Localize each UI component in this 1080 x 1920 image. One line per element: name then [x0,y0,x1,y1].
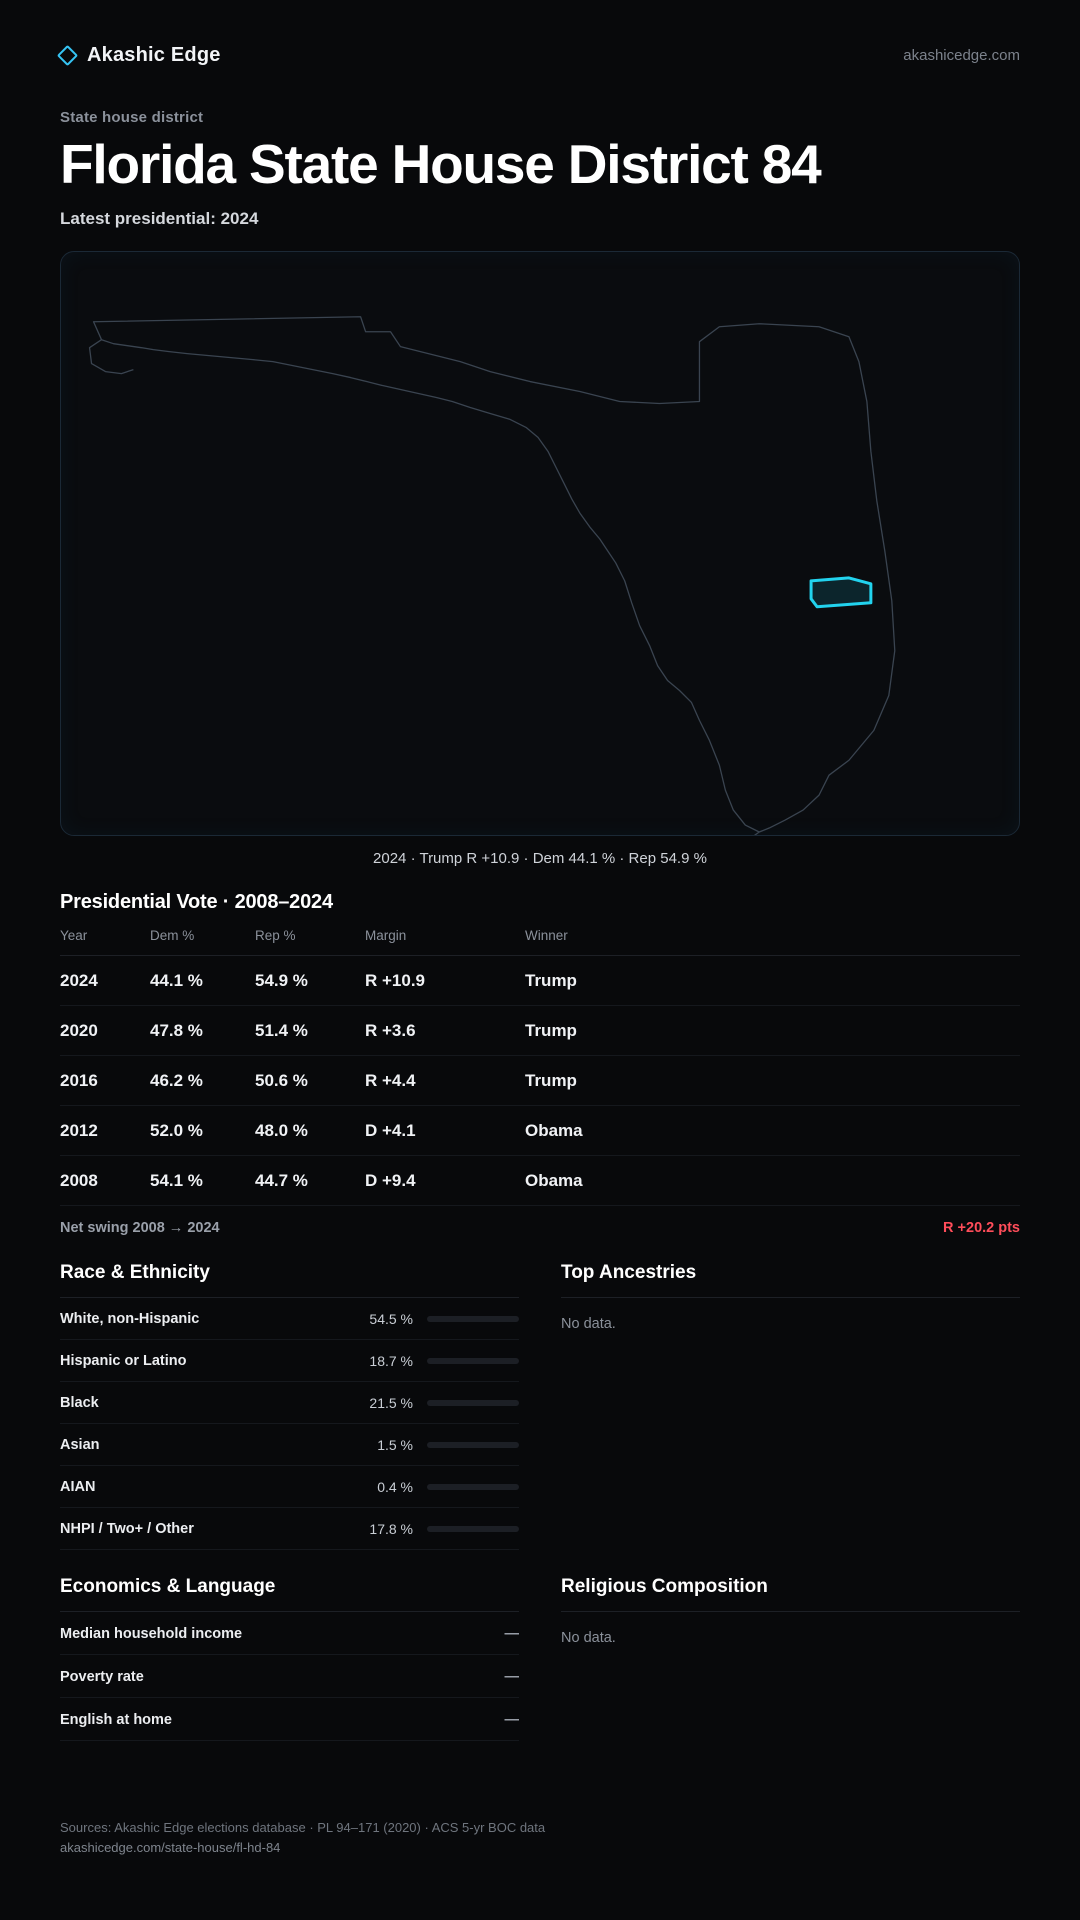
list-item [60,1298,519,1340]
top-bar [60,0,1020,73]
race-pct: 54.5 % [369,1311,413,1328]
cell-rep: 54.9 % [255,956,365,1006]
cell-year: 2024 [60,956,150,1006]
cell-winner: Obama [525,1156,1020,1206]
brand[interactable] [60,44,221,67]
presidential-section [60,891,1020,1236]
cell-winner: Trump [525,1006,1020,1056]
cell-dem: 47.8 % [150,1006,255,1056]
col-winner: Winner [525,928,1020,956]
col-year: Year [60,928,150,956]
cell-dem: 54.1 % [150,1156,255,1206]
race-label: NHPI / Two+ / Other [60,1521,194,1538]
cell-winner: Obama [525,1106,1020,1156]
map-caption: 2024 · Trump R +10.9 · Dem 44.1 % · Rep 54.9 % [373,850,707,868]
ancestries-heading: Top Ancestries [561,1262,1020,1298]
religion-block [561,1576,1020,1741]
race-bar [427,1400,519,1406]
demographics-columns [60,1262,1020,1550]
race-label: Hispanic or Latino [60,1353,187,1370]
table-row [60,1156,1020,1206]
race-pct: 17.8 % [369,1521,413,1538]
cell-dem: 52.0 % [150,1106,255,1156]
table-header-row [60,928,1020,956]
list-item [60,1508,519,1550]
econ-label: English at home [60,1712,172,1729]
cell-rep: 48.0 % [255,1106,365,1156]
col-dem: Dem % [150,928,255,956]
race-bar [427,1484,519,1490]
brand-name: Akashic Edge [87,44,221,66]
list-item [60,1466,519,1508]
col-margin: Margin [365,928,525,956]
race-pct: 1.5 % [377,1437,413,1454]
race-pct: 21.5 % [369,1395,413,1412]
economics-columns [60,1576,1020,1741]
list-item [60,1340,519,1382]
race-ethnicity-block [60,1262,519,1550]
cell-margin: D +4.1 [365,1106,525,1156]
district-highlight[interactable] [811,578,871,607]
race-label: Asian [60,1437,100,1454]
footer-url[interactable]: akashicedge.com/state-house/fl-hd-84 [60,1840,281,1856]
presidential-heading: Presidential Vote · 2008–2024 [60,891,333,914]
state-outline [90,317,895,835]
economics-block [60,1576,519,1741]
race-pct: 18.7 % [369,1353,413,1370]
top-ancestries-block [561,1262,1020,1550]
race-bar [427,1526,519,1532]
footer-sources: Sources: Akashic Edge elections database · PL 94–171 (2020) · ACS 5-yr BOC data [60,1820,546,1835]
cell-margin: R +3.6 [365,1006,525,1056]
cell-year: 2012 [60,1106,150,1156]
cell-dem: 46.2 % [150,1056,255,1106]
race-label: White, non-Hispanic [60,1311,200,1328]
table-row [60,1056,1020,1106]
econ-label: Poverty rate [60,1669,144,1686]
net-swing-row [60,1206,1020,1236]
list-item [60,1424,519,1466]
race-bar [427,1316,519,1322]
cell-winner: Trump [525,1056,1020,1106]
cell-winner: Trump [525,956,1020,1006]
list-item [60,1382,519,1424]
econ-value: — [504,1669,519,1686]
eyebrow-label: State house district [60,109,204,126]
list-item [60,1698,519,1741]
economics-heading: Economics & Language [60,1576,519,1612]
florida-map-svg [61,252,1019,835]
race-bar [427,1442,519,1448]
race-bar [427,1358,519,1364]
econ-label: Median household income [60,1626,243,1643]
list-item [60,1655,519,1698]
district-map[interactable] [60,251,1020,836]
cell-rep: 50.6 % [255,1056,365,1106]
net-swing-value: R +20.2 pts [943,1220,1020,1237]
cell-dem: 44.1 % [150,956,255,1006]
site-url: akashicedge.com [903,47,1020,64]
race-pct: 0.4 % [377,1479,413,1496]
cell-rep: 51.4 % [255,1006,365,1056]
religion-heading: Religious Composition [561,1576,1020,1612]
religion-empty: No data. [561,1630,616,1647]
table-row [60,956,1020,1006]
table-row [60,1106,1020,1156]
cell-year: 2020 [60,1006,150,1056]
net-swing-label: Net swing 2008 → 2024 [60,1220,220,1237]
race-label: AIAN [60,1479,96,1496]
cell-year: 2008 [60,1156,150,1206]
cell-rep: 44.7 % [255,1156,365,1206]
footer [60,1818,1020,1858]
ancestries-empty: No data. [561,1316,616,1333]
cell-margin: D +9.4 [365,1156,525,1206]
table-row [60,1006,1020,1056]
race-heading: Race & Ethnicity [60,1262,519,1298]
page-subtitle: Latest presidential: 2024 [60,209,259,229]
page-title: Florida State House District 84 [60,133,821,195]
econ-value: — [504,1712,519,1729]
list-item [60,1612,519,1655]
econ-value: — [504,1626,519,1643]
col-rep: Rep % [255,928,365,956]
race-label: Black [60,1395,99,1412]
presidential-table [60,928,1020,1206]
cell-year: 2016 [60,1056,150,1106]
cell-margin: R +4.4 [365,1056,525,1106]
cell-margin: R +10.9 [365,956,525,1006]
diamond-icon [57,45,78,66]
